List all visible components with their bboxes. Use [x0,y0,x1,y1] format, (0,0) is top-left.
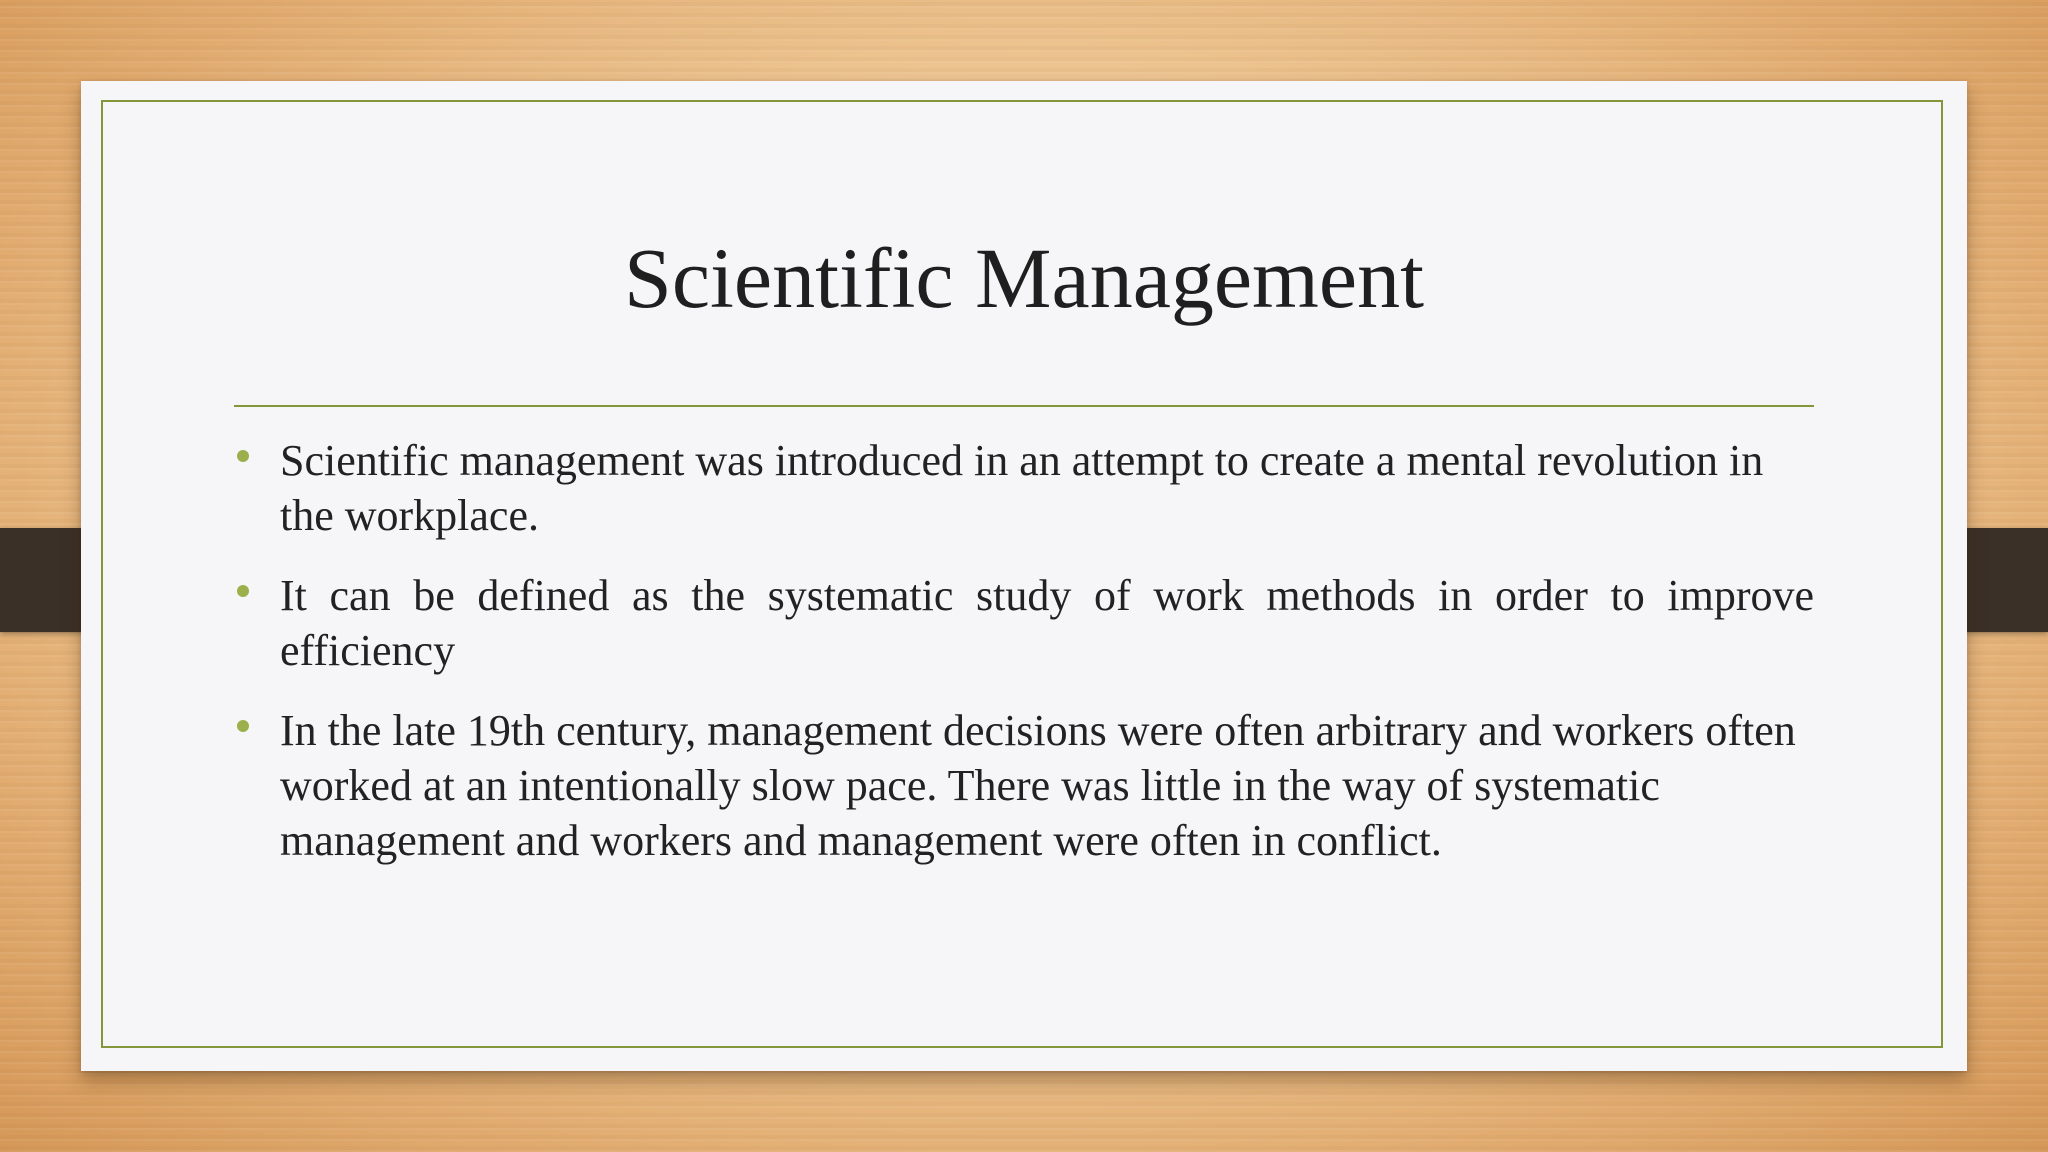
slide [81,81,1967,1071]
bullet-item [234,703,1814,868]
bullet-item [234,568,1814,678]
bullet-dot-icon [237,720,249,732]
bullet-text: It can be defined as the systematic study of work methods in order to improve efficiency [280,571,1814,675]
slide-title: Scientific Management [624,230,1424,326]
bullet-dot-icon [237,450,249,462]
bullet-text: Scientific management was introduced in an attempt to create a mental revolution in the workplace. [280,436,1764,540]
bullet-list [234,433,1814,893]
title-divider [234,405,1814,407]
bullet-text: In the late 19th century, management decisions were often arbitrary and workers often worked at an intentionally slow pace. There was little in the way of systematic management and workers and management were often in conflict. [280,706,1796,865]
bullet-dot-icon [237,585,249,597]
bullet-item [234,433,1814,543]
